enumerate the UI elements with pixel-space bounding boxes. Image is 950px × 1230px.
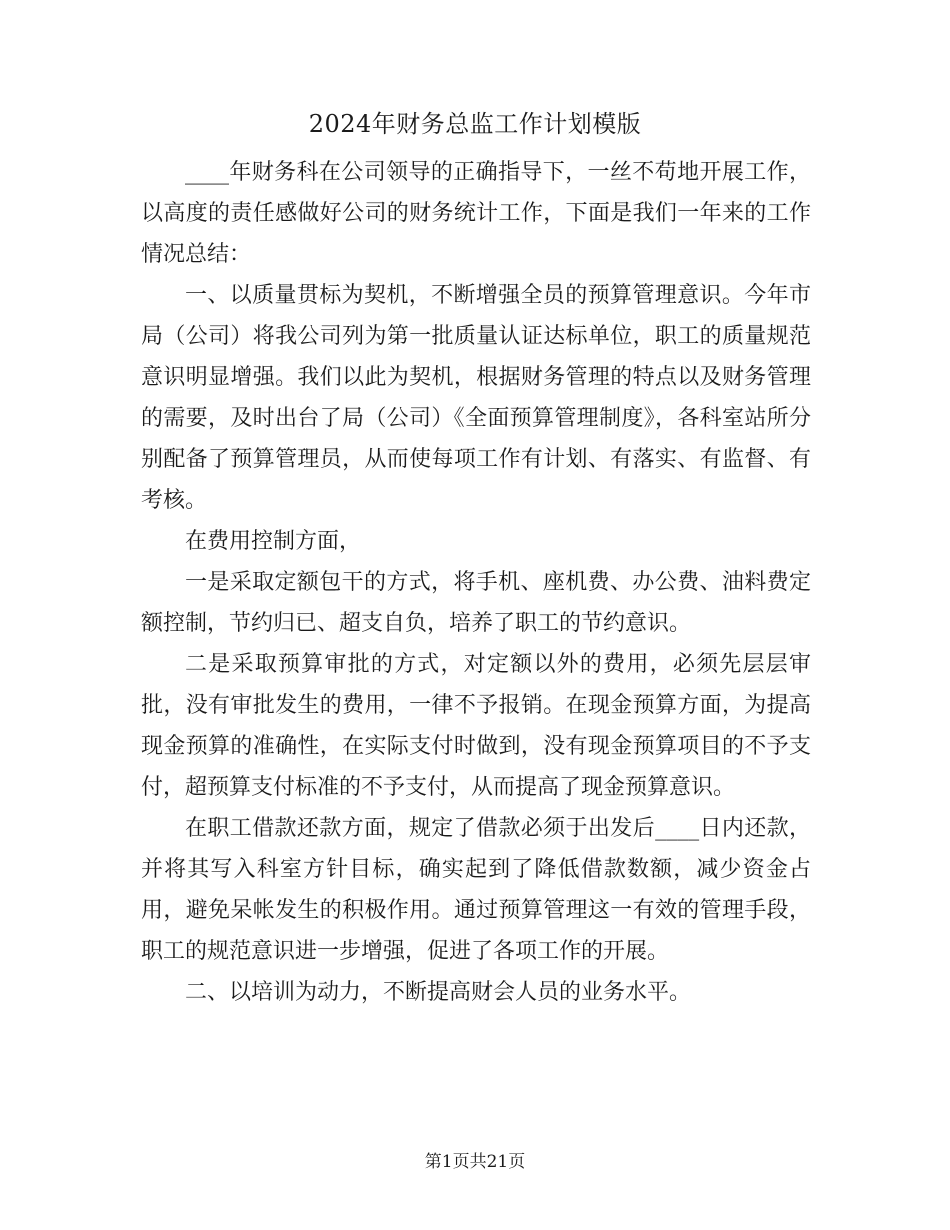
- paragraph-section-two: 二、以培训为动力，不断提高财会人员的业务水平。: [185, 980, 692, 1005]
- paragraph-intro: ____年财务科在公司领导的正确指导下，一丝不苟地开展工作，以高度的责任感做好公司的财务统计工作，下面是我们一年来的工作情况总结：: [141, 160, 811, 267]
- paragraph-loan-repayment: 在职工借款还款方面，规定了借款必须于出发后____日内还款，并将其写入科室方针目标，确实起到了降低借款数额，减少资金占用，避免呆帐发生的积极作用。通过预算管理这一有效的管理手段，职工的规范意识进一步增强，促进了各项工作的开展。: [141, 816, 811, 964]
- document-body: [141, 152, 811, 1013]
- document-title: 2024年财务总监工作计划模版: [308, 110, 642, 138]
- paragraph-section-one: 一、以质量贯标为契机，不断增强全员的预算管理意识。今年市局（公司）将我公司列为第一批质量认证达标单位，职工的质量规范意识明显增强。我们以此为契机，根据财务管理的特点以及财务管理的需要，及时出台了局（公司）《全面预算管理制度》，各科室站所分别配备了预算管理员，从而使每项工作有计划、有落实、有监督、有考核。: [141, 283, 811, 513]
- paragraph-quota-method: 一是采取定额包干的方式，将手机、座机费、办公费、油料费定额控制，节约归已、超支自负，培养了职工的节约意识。: [141, 570, 811, 636]
- paragraph-budget-approval: 二是采取预算审批的方式，对定额以外的费用，必须先层层审批，没有审批发生的费用，一律不予报销。在现金预算方面，为提高现金预算的准确性，在实际支付时做到，没有现金预算项目的不予支付，超预算支付标准的不予支付，从而提高了现金预算意识。: [141, 652, 811, 800]
- paragraph-cost-control: 在费用控制方面，: [185, 529, 362, 554]
- page-number-footer: 第1页共21页: [424, 1152, 526, 1172]
